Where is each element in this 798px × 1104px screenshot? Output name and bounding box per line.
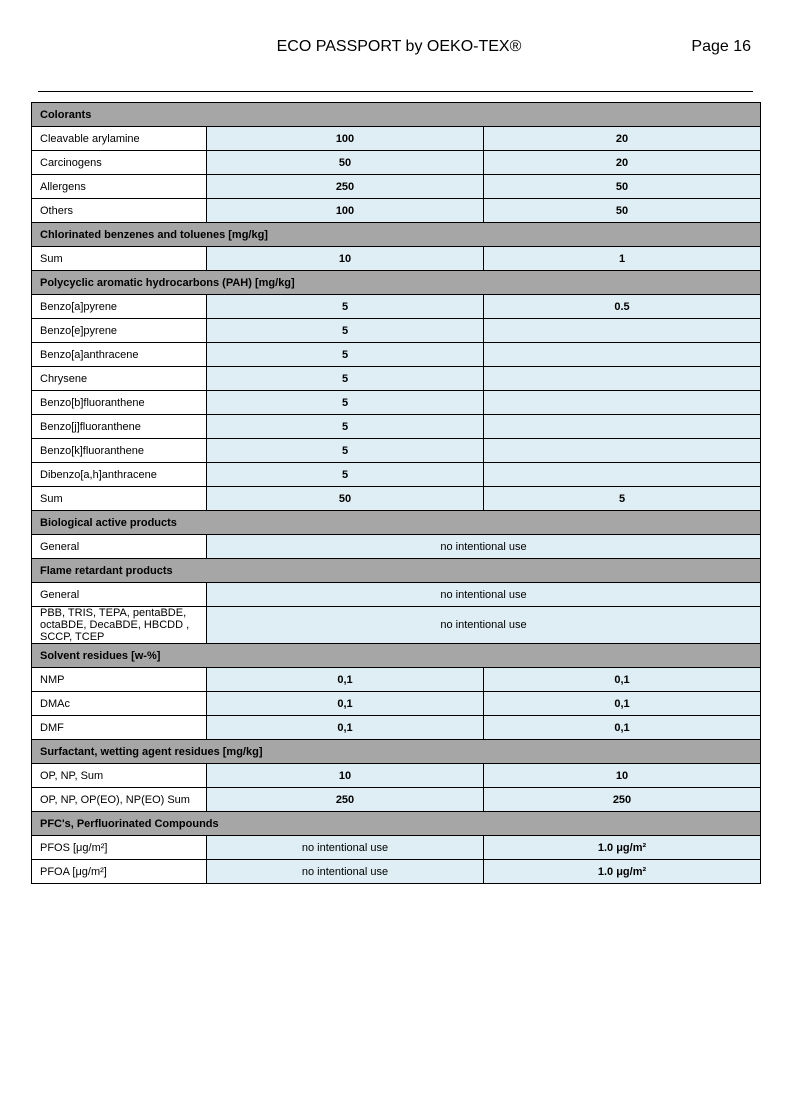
row-value-1: 100 [207,127,484,151]
table-row [32,343,761,367]
table-row [32,535,761,559]
row-label: Sum [32,487,207,511]
section-header-row [32,740,761,764]
row-value-2: 20 [484,151,761,175]
row-value-1: no intentional use [207,860,484,884]
section-title: Biological active products [32,511,761,535]
table-row [32,716,761,740]
row-value-2: 0,1 [484,668,761,692]
row-value-1: 5 [207,319,484,343]
section-title: Polycyclic aromatic hydrocarbons (PAH) [mg/kg] [32,271,761,295]
table-row [32,668,761,692]
row-value-2: 0,1 [484,716,761,740]
row-value-2: 1.0 μg/m² [484,860,761,884]
section-title: Surfactant, wetting agent residues [mg/kg] [32,740,761,764]
table-row [32,415,761,439]
row-value-1: 5 [207,367,484,391]
row-value-merged: no intentional use [207,583,761,607]
section-header-row [32,559,761,583]
row-label: OP, NP, OP(EO), NP(EO) Sum [32,788,207,812]
row-value-1: 50 [207,487,484,511]
row-value-1: 250 [207,175,484,199]
row-value-2 [484,415,761,439]
table-row [32,860,761,884]
row-value-1: 50 [207,151,484,175]
table-row [32,487,761,511]
section-header-row [32,644,761,668]
row-value-2: 5 [484,487,761,511]
row-value-1: 0,1 [207,716,484,740]
row-value-1: 5 [207,415,484,439]
row-label: Cleavable arylamine [32,127,207,151]
row-label: Dibenzo[a,h]anthracene [32,463,207,487]
row-label: Others [32,199,207,223]
row-label: Benzo[k]fluoranthene [32,439,207,463]
row-value-1: 10 [207,764,484,788]
row-label: General [32,535,207,559]
row-value-1: 0,1 [207,668,484,692]
row-value-2: 0,1 [484,692,761,716]
row-value-1: 5 [207,439,484,463]
row-value-2: 20 [484,127,761,151]
row-label: Benzo[e]pyrene [32,319,207,343]
table-row [32,391,761,415]
section-title: Chlorinated benzenes and toluenes [mg/kg] [32,223,761,247]
row-label: Chrysene [32,367,207,391]
section-title: PFC's, Perfluorinated Compounds [32,812,761,836]
row-value-1: 0,1 [207,692,484,716]
row-value-1: 5 [207,463,484,487]
table-row [32,583,761,607]
row-value-2 [484,463,761,487]
row-label: NMP [32,668,207,692]
table-row [32,439,761,463]
row-value-2: 1 [484,247,761,271]
header-rule [38,91,753,92]
table-row [32,836,761,860]
table-row [32,319,761,343]
row-value-2: 50 [484,175,761,199]
row-value-2 [484,319,761,343]
row-label: Benzo[a]anthracene [32,343,207,367]
page-number: Page 16 [691,38,751,55]
table-row [32,692,761,716]
row-value-1: 5 [207,343,484,367]
section-header-row [32,103,761,127]
section-header-row [32,812,761,836]
table-row [32,463,761,487]
row-value-1: 5 [207,391,484,415]
row-value-2: 10 [484,764,761,788]
row-label: Carcinogens [32,151,207,175]
row-value-2 [484,343,761,367]
row-value-merged: no intentional use [207,535,761,559]
table-row [32,175,761,199]
row-value-2: 250 [484,788,761,812]
table-row [32,764,761,788]
table-body [32,103,761,884]
row-value-2: 50 [484,199,761,223]
row-value-1: 250 [207,788,484,812]
row-label: DMAc [32,692,207,716]
row-value-2 [484,391,761,415]
section-header-row [32,271,761,295]
table-row [32,247,761,271]
section-title: Flame retardant products [32,559,761,583]
section-title: Colorants [32,103,761,127]
row-label: Sum [32,247,207,271]
row-label: PFOA [μg/m²] [32,860,207,884]
row-value-2: 1.0 μg/m² [484,836,761,860]
table-row [32,127,761,151]
table-row [32,151,761,175]
row-value-2 [484,439,761,463]
row-label: Benzo[j]fluoranthene [32,415,207,439]
table-row [32,199,761,223]
section-title: Solvent residues [w-%] [32,644,761,668]
row-label: OP, NP, Sum [32,764,207,788]
document-title: ECO PASSPORT by OEKO-TEX® [276,38,522,55]
limit-values-table [31,102,761,884]
row-value-1: no intentional use [207,836,484,860]
row-value-2: 0.5 [484,295,761,319]
row-value-1: 5 [207,295,484,319]
row-label: PFOS [μg/m²] [32,836,207,860]
row-label: Allergens [32,175,207,199]
row-label: Benzo[a]pyrene [32,295,207,319]
section-header-row [32,223,761,247]
table-row [32,295,761,319]
row-label: Benzo[b]fluoranthene [32,391,207,415]
row-value-1: 100 [207,199,484,223]
table-row [32,788,761,812]
row-label: PBB, TRIS, TEPA, pentaBDE, octaBDE, DecaBDE, HBCDD , SCCP, TCEP [32,607,207,644]
row-label: General [32,583,207,607]
row-value-merged: no intentional use [207,607,761,644]
row-label: DMF [32,716,207,740]
section-header-row [32,511,761,535]
table-row [32,367,761,391]
row-value-2 [484,367,761,391]
table-row [32,607,761,644]
row-value-1: 10 [207,247,484,271]
